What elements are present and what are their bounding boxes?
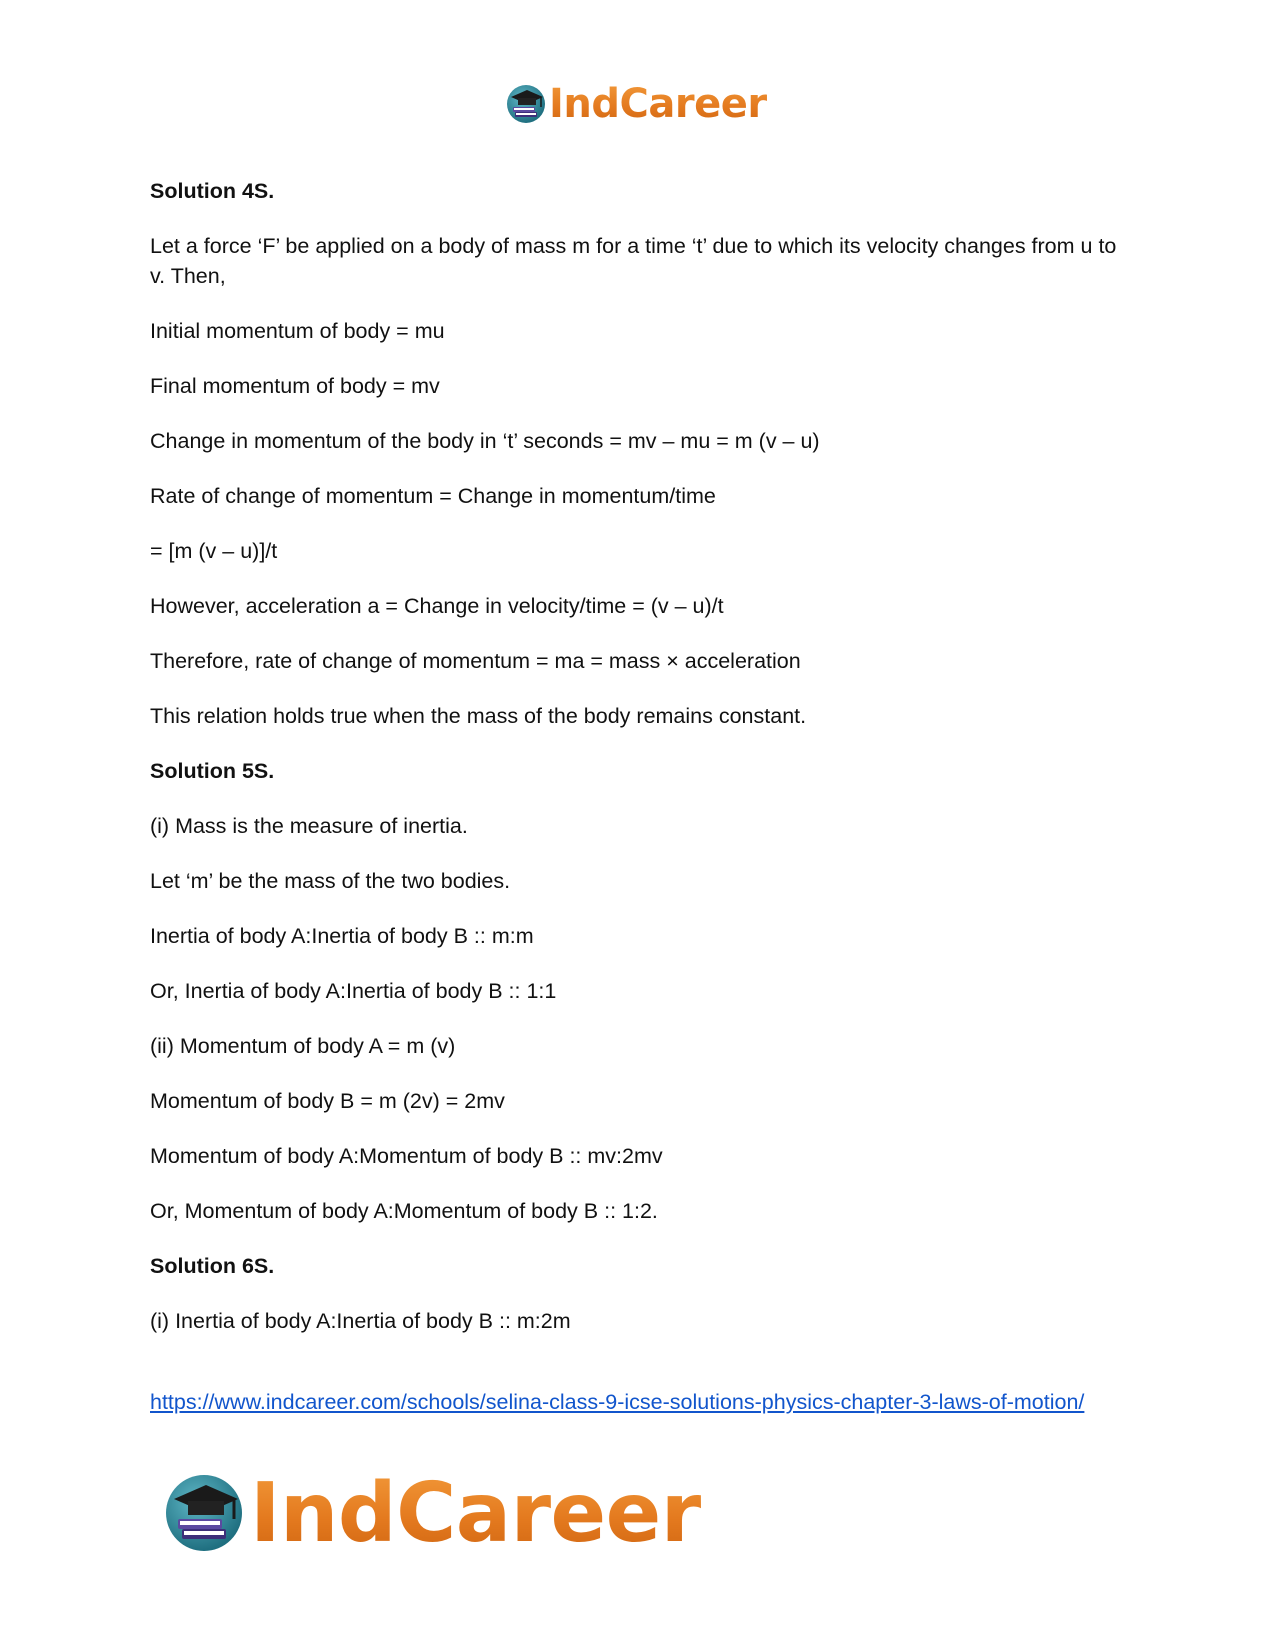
document-body — [150, 176, 1130, 1361]
paragraph: Change in momentum of the body in ‘t’ seconds = mv – mu = m (v – u) — [150, 429, 820, 453]
paragraph: = [m (v – u)]/t — [150, 539, 278, 563]
header-logo — [505, 80, 767, 128]
paragraph: Or, Momentum of body A:Momentum of body B :: 1:2. — [150, 1199, 658, 1223]
paragraph: Initial momentum of body = mu — [150, 319, 445, 343]
paragraph: Therefore, rate of change of momentum = ma = mass × acceleration — [150, 649, 801, 673]
paragraph: Momentum of body B = m (2v) = 2mv — [150, 1089, 505, 1113]
paragraph: Rate of change of momentum = Change in momentum/time — [150, 484, 716, 508]
paragraph: Momentum of body A:Momentum of body B :: mv:2mv — [150, 1144, 663, 1168]
solution-heading: Solution 4S. — [150, 179, 275, 203]
graduation-cap-book-globe-icon — [162, 1471, 246, 1555]
footer-logo — [162, 1465, 701, 1561]
paragraph: (i) Inertia of body A:Inertia of body B :: m:2m — [150, 1309, 571, 1333]
paragraph: Inertia of body A:Inertia of body B :: m:m — [150, 924, 534, 948]
paragraph: Let ‘m’ be the mass of the two bodies. — [150, 869, 511, 893]
solution-heading: Solution 6S. — [150, 1254, 275, 1278]
solution-heading: Solution 5S. — [150, 759, 275, 783]
logo-text: IndCareer — [250, 1465, 701, 1561]
paragraph: Let a force ‘F’ be applied on a body of mass m for a time ‘t’ due to which its velocity changes from u to v. Then, — [150, 234, 1117, 288]
paragraph: Or, Inertia of body A:Inertia of body B :: 1:1 — [150, 979, 557, 1003]
graduation-cap-book-globe-icon — [505, 83, 547, 125]
paragraph: (i) Mass is the measure of inertia. — [150, 814, 468, 838]
paragraph: (ii) Momentum of body A = m (v) — [150, 1034, 456, 1058]
paragraph: However, acceleration a = Change in velocity/time = (v – u)/t — [150, 594, 724, 618]
source-link[interactable]: https://www.indcareer.com/schools/selina-class-9-icse-solutions-physics-chapter-3-laws-of-motion/ — [150, 1390, 1085, 1414]
paragraph: This relation holds true when the mass of the body remains constant. — [150, 704, 807, 728]
logo-text: IndCareer — [549, 81, 767, 127]
paragraph: Final momentum of body = mv — [150, 374, 440, 398]
